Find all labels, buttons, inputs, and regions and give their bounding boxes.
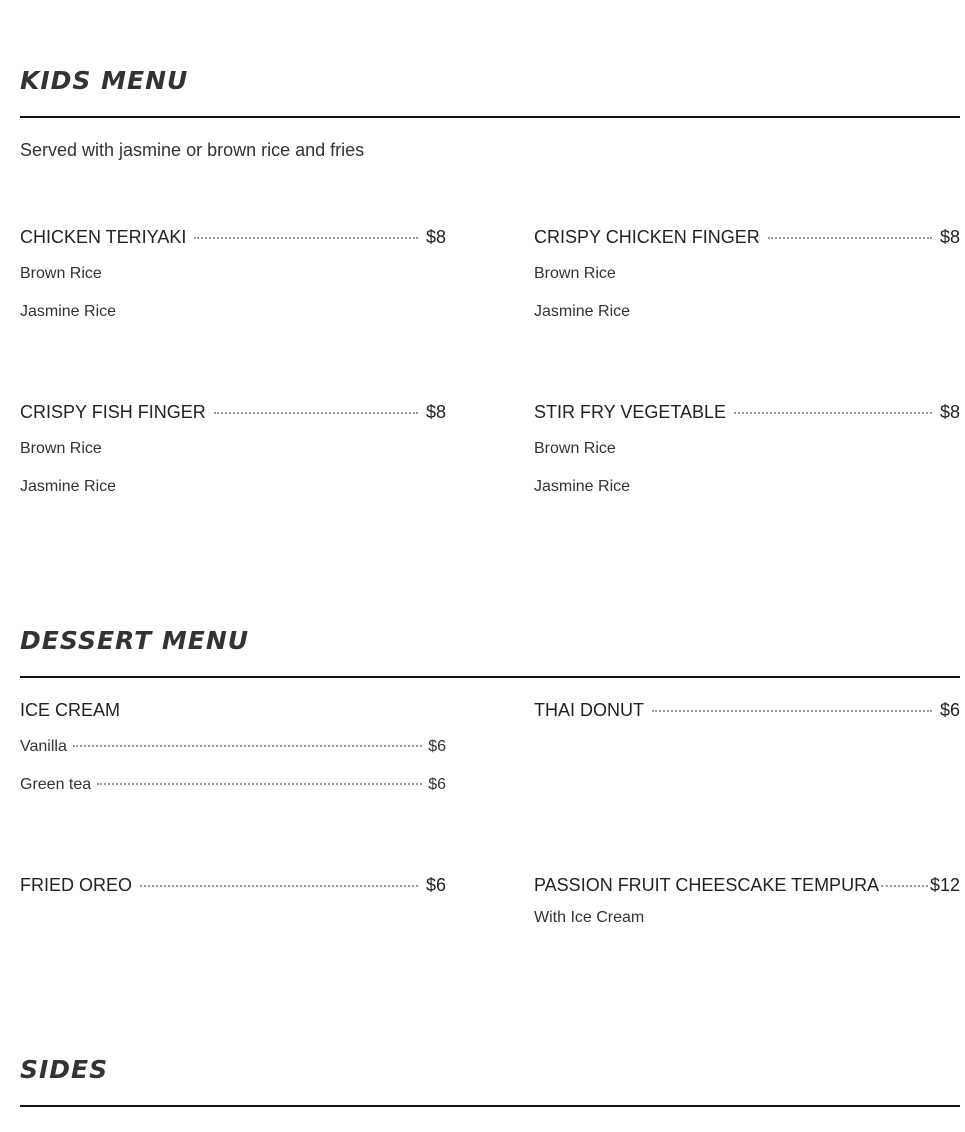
leader-dots bbox=[881, 885, 928, 887]
option-price: $6 bbox=[428, 776, 446, 793]
item-note: With Ice Cream bbox=[534, 909, 645, 926]
divider bbox=[20, 676, 960, 678]
leader-dots bbox=[194, 237, 418, 239]
item-price: $8 bbox=[425, 402, 446, 422]
item-option: Brown Rice bbox=[534, 440, 616, 457]
kids-menu-heading: KIDS MENU bbox=[20, 66, 189, 95]
item-name: CHICKEN TERIYAKI bbox=[20, 227, 187, 247]
item-name: STIR FRY VEGETABLE bbox=[534, 402, 727, 422]
dessert-menu-heading: DESSERT MENU bbox=[20, 626, 250, 655]
option-name: Green tea bbox=[20, 776, 92, 793]
leader-dots bbox=[652, 710, 932, 712]
leader-dots bbox=[768, 237, 932, 239]
leader-dots bbox=[214, 412, 418, 414]
item-option: Jasmine Rice bbox=[20, 303, 117, 320]
item-price: $8 bbox=[939, 227, 960, 247]
divider bbox=[20, 116, 960, 118]
item-name: FRIED OREO bbox=[20, 875, 133, 895]
leader-dots bbox=[97, 783, 422, 785]
menu-item-crispy-chicken-finger bbox=[534, 227, 960, 327]
item-name: CRISPY CHICKEN FINGER bbox=[534, 227, 760, 247]
option-name: Vanilla bbox=[20, 738, 67, 755]
item-option: Brown Rice bbox=[20, 265, 102, 282]
divider bbox=[20, 1105, 960, 1107]
menu-item-crispy-fish-finger bbox=[20, 402, 446, 502]
leader-dots bbox=[734, 412, 932, 414]
item-price: $12 bbox=[929, 875, 960, 895]
menu-item-passion-fruit-cheesecake-tempura bbox=[534, 875, 960, 933]
menu-item-thai-donut bbox=[534, 700, 960, 724]
menu-item-chicken-teriyaki bbox=[20, 227, 446, 327]
item-option: Jasmine Rice bbox=[534, 478, 631, 495]
item-price: $8 bbox=[939, 402, 960, 422]
option-price: $6 bbox=[428, 738, 446, 755]
menu-item-fried-oreo bbox=[20, 875, 446, 899]
leader-dots bbox=[73, 745, 422, 747]
item-option: Brown Rice bbox=[534, 265, 616, 282]
menu-item-ice-cream bbox=[20, 700, 446, 800]
item-name: ICE CREAM bbox=[20, 700, 121, 720]
item-price: $8 bbox=[425, 227, 446, 247]
menu-item-stir-fry-vegetable bbox=[534, 402, 960, 502]
item-option: Jasmine Rice bbox=[20, 478, 117, 495]
item-option: Brown Rice bbox=[20, 440, 102, 457]
sides-heading: SIDES bbox=[20, 1055, 109, 1084]
item-price: $6 bbox=[425, 875, 446, 895]
item-option: Jasmine Rice bbox=[534, 303, 631, 320]
kids-menu-note: Served with jasmine or brown rice and fries bbox=[20, 140, 365, 160]
item-name: PASSION FRUIT CHEESCAKE TEMPURA bbox=[534, 875, 880, 895]
item-name: THAI DONUT bbox=[534, 700, 644, 720]
item-price: $6 bbox=[939, 700, 960, 720]
leader-dots bbox=[140, 885, 418, 887]
item-name: CRISPY FISH FINGER bbox=[20, 402, 206, 422]
